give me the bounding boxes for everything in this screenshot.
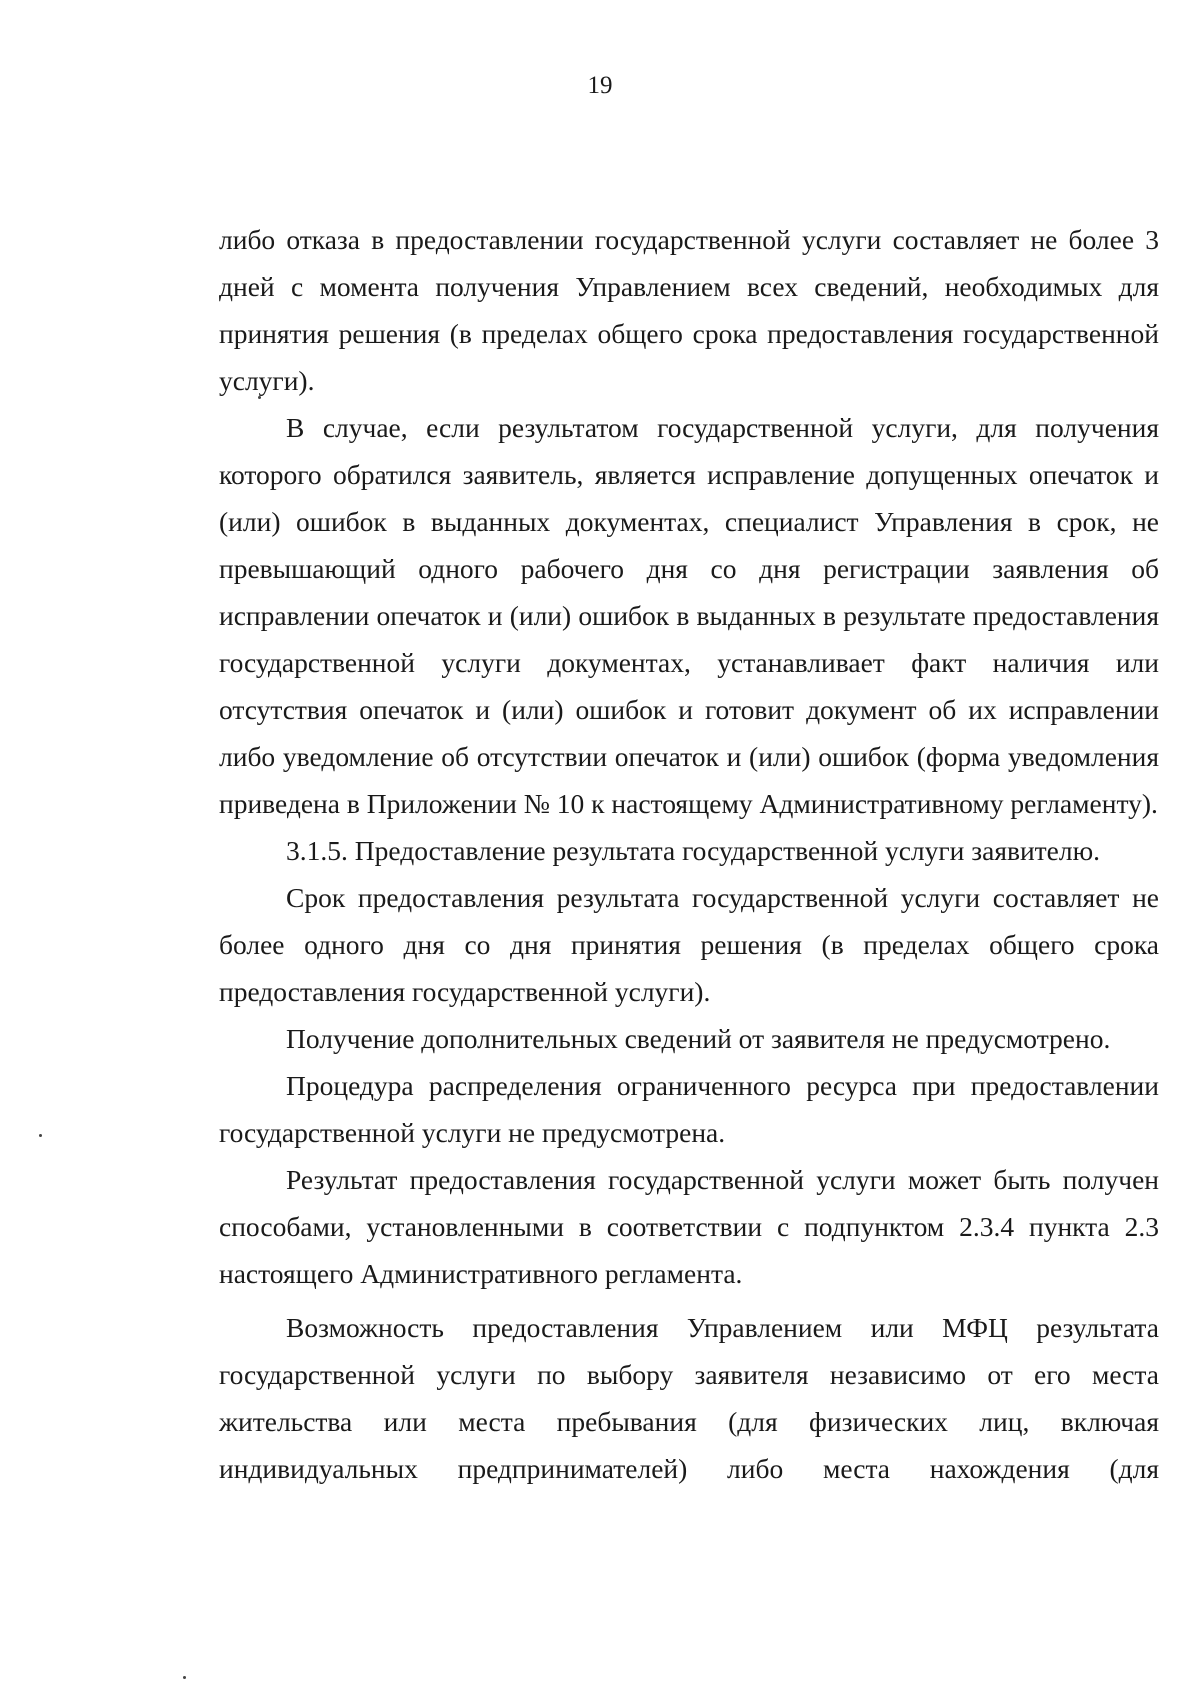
paragraph: В случае, если результатом государственной услуги, для получения которого обратился заявитель, является исправление допущенных опечаток и (или) ошибок в выданных документах, специалист Управления в срок, не превышающий одного рабочего дня со дня регистрации заявления об исправлении опечаток и (или) ошибок в выданных в результате предоставления государственной услуги документах, устанавливает факт наличия или отсутствия опечаток и (или) ошибок и готовит документ об их исправлении либо уведомление об отсутствии опечаток и (или) ошибок (форма уведомления приведена в Приложении № 10 к настоящему Административному регламенту). xyxy=(219,412,1159,819)
scan-speck xyxy=(183,1676,186,1679)
paragraph: Возможность предоставления Управлением или МФЦ результата государственной услуги по выбору заявителя независимо от его места жительства или места пребывания (для физических лиц, включая индивидуальных предпринимателей) либо места нахождения (для xyxy=(219,1312,1159,1484)
paragraph: Получение дополнительных сведений от заявителя не предусмотрено. xyxy=(286,1023,1111,1054)
paragraph: либо отказа в предоставлении государственной услуги составляет не более 3 дней с момента получения Управлением всех сведений, необходимых для принятия решения (в пределах общего срока предоставления государственной услуги). xyxy=(219,224,1159,396)
paragraph: Процедура распределения ограниченного ресурса при предоставлении государственной услуги не предусмотрена. xyxy=(219,1070,1159,1148)
section-heading: 3.1.5. Предоставление результата государственной услуги заявителю. xyxy=(286,835,1101,866)
page-number: 19 xyxy=(587,72,613,99)
paragraph: Срок предоставления результата государственной услуги составляет не более одного дня со дня принятия решения (в пределах общего срока предоставления государственной услуги). xyxy=(219,882,1159,1007)
scan-speck xyxy=(39,1134,42,1137)
paragraph: Результат предоставления государственной услуги может быть получен способами, установленными в соответствии с подпунктом 2.3.4 пункта 2.3 настоящего Административного регламента. xyxy=(219,1164,1159,1289)
document-body xyxy=(219,216,1159,1492)
scan-speck xyxy=(258,396,261,399)
